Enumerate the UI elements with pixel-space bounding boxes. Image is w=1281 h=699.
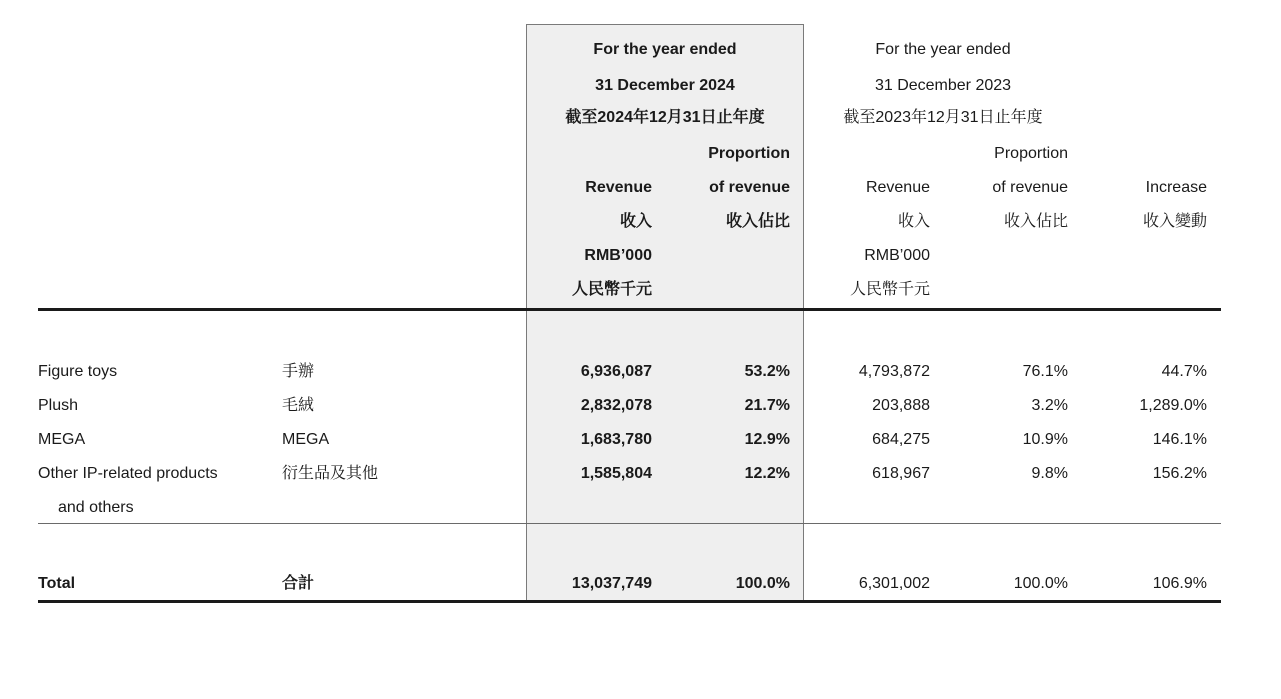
py-revenue-value: 618,967 <box>872 465 930 482</box>
cy-revenue-header: Revenue <box>585 179 652 196</box>
total-py-revenue: 6,301,002 <box>858 575 930 592</box>
row-label-zh: 手辦 <box>282 363 315 380</box>
py-prop-value: 3.2% <box>1031 397 1068 414</box>
cy-prop-value: 21.7% <box>744 397 790 414</box>
row-label-en: Other IP-related products <box>38 465 218 482</box>
py-unit-zh: 人民幣千元 <box>849 281 930 298</box>
row-label-en: Plush <box>38 397 79 414</box>
cy-prop-header-line2: of revenue <box>709 179 790 196</box>
row-label-zh: MEGA <box>282 431 330 448</box>
py-prop-value: 10.9% <box>1022 431 1068 448</box>
py-prop-header-zh: 收入佔比 <box>1003 213 1068 230</box>
py-prop-header-line1: Proportion <box>994 145 1068 162</box>
py-unit: RMB’000 <box>864 247 930 264</box>
py-prop-value: 9.8% <box>1031 465 1068 482</box>
total-cy-prop: 100.0% <box>735 575 790 592</box>
row-label-en: MEGA <box>38 431 86 448</box>
increase-value: 1,289.0% <box>1139 397 1207 414</box>
cy-unit-zh: 人民幣千元 <box>571 281 652 298</box>
py-revenue-header-zh: 收入 <box>897 213 930 230</box>
py-revenue-value: 203,888 <box>872 397 930 414</box>
total-increase: 106.9% <box>1152 575 1207 592</box>
cy-prop-header-line1: Proportion <box>708 145 790 162</box>
py-period-line2: 31 December 2023 <box>874 77 1012 94</box>
total-rule <box>38 600 1221 603</box>
cy-period-zh: 截至2024年12月31日止年度 <box>565 109 765 126</box>
row-label-en: Figure toys <box>38 363 118 380</box>
cy-revenue-value: 1,683,780 <box>580 431 652 448</box>
header-rule <box>38 308 1221 311</box>
cy-revenue-header-zh: 收入 <box>619 213 652 230</box>
total-label-zh: 合計 <box>282 575 315 592</box>
py-prop-header-line2: of revenue <box>992 179 1068 196</box>
cy-revenue-value: 2,832,078 <box>580 397 652 414</box>
total-cy-revenue: 13,037,749 <box>571 575 652 592</box>
row-label-zh: 衍生品及其他 <box>282 465 379 482</box>
total-py-prop: 100.0% <box>1013 575 1068 592</box>
increase-header-zh: 收入變動 <box>1142 213 1207 230</box>
row-label-en-continued: and others <box>58 499 134 516</box>
cy-unit: RMB’000 <box>584 247 652 264</box>
cy-revenue-value: 6,936,087 <box>580 363 652 380</box>
cy-prop-value: 12.9% <box>744 431 790 448</box>
py-prop-value: 76.1% <box>1022 363 1068 380</box>
increase-value: 156.2% <box>1152 465 1207 482</box>
row-label-zh: 毛絨 <box>282 397 315 414</box>
cy-prop-value: 12.2% <box>744 465 790 482</box>
cy-period-line2: 31 December 2024 <box>595 77 735 94</box>
total-label-en: Total <box>38 575 76 592</box>
cy-revenue-value: 1,585,804 <box>580 465 652 482</box>
py-revenue-header: Revenue <box>865 179 930 196</box>
py-revenue-value: 4,793,872 <box>858 363 930 380</box>
increase-header: Increase <box>1145 179 1207 196</box>
increase-value: 146.1% <box>1152 431 1207 448</box>
cy-prop-header-zh: 收入佔比 <box>725 213 790 230</box>
cy-prop-value: 53.2% <box>744 363 790 380</box>
py-period-zh: 截至2023年12月31日止年度 <box>843 109 1043 126</box>
py-revenue-value: 684,275 <box>872 431 930 448</box>
subtotal-rule <box>38 523 1221 524</box>
py-period-line1: For the year ended <box>875 41 1011 58</box>
increase-value: 44.7% <box>1161 363 1207 380</box>
cy-period-line1: For the year ended <box>593 41 737 58</box>
